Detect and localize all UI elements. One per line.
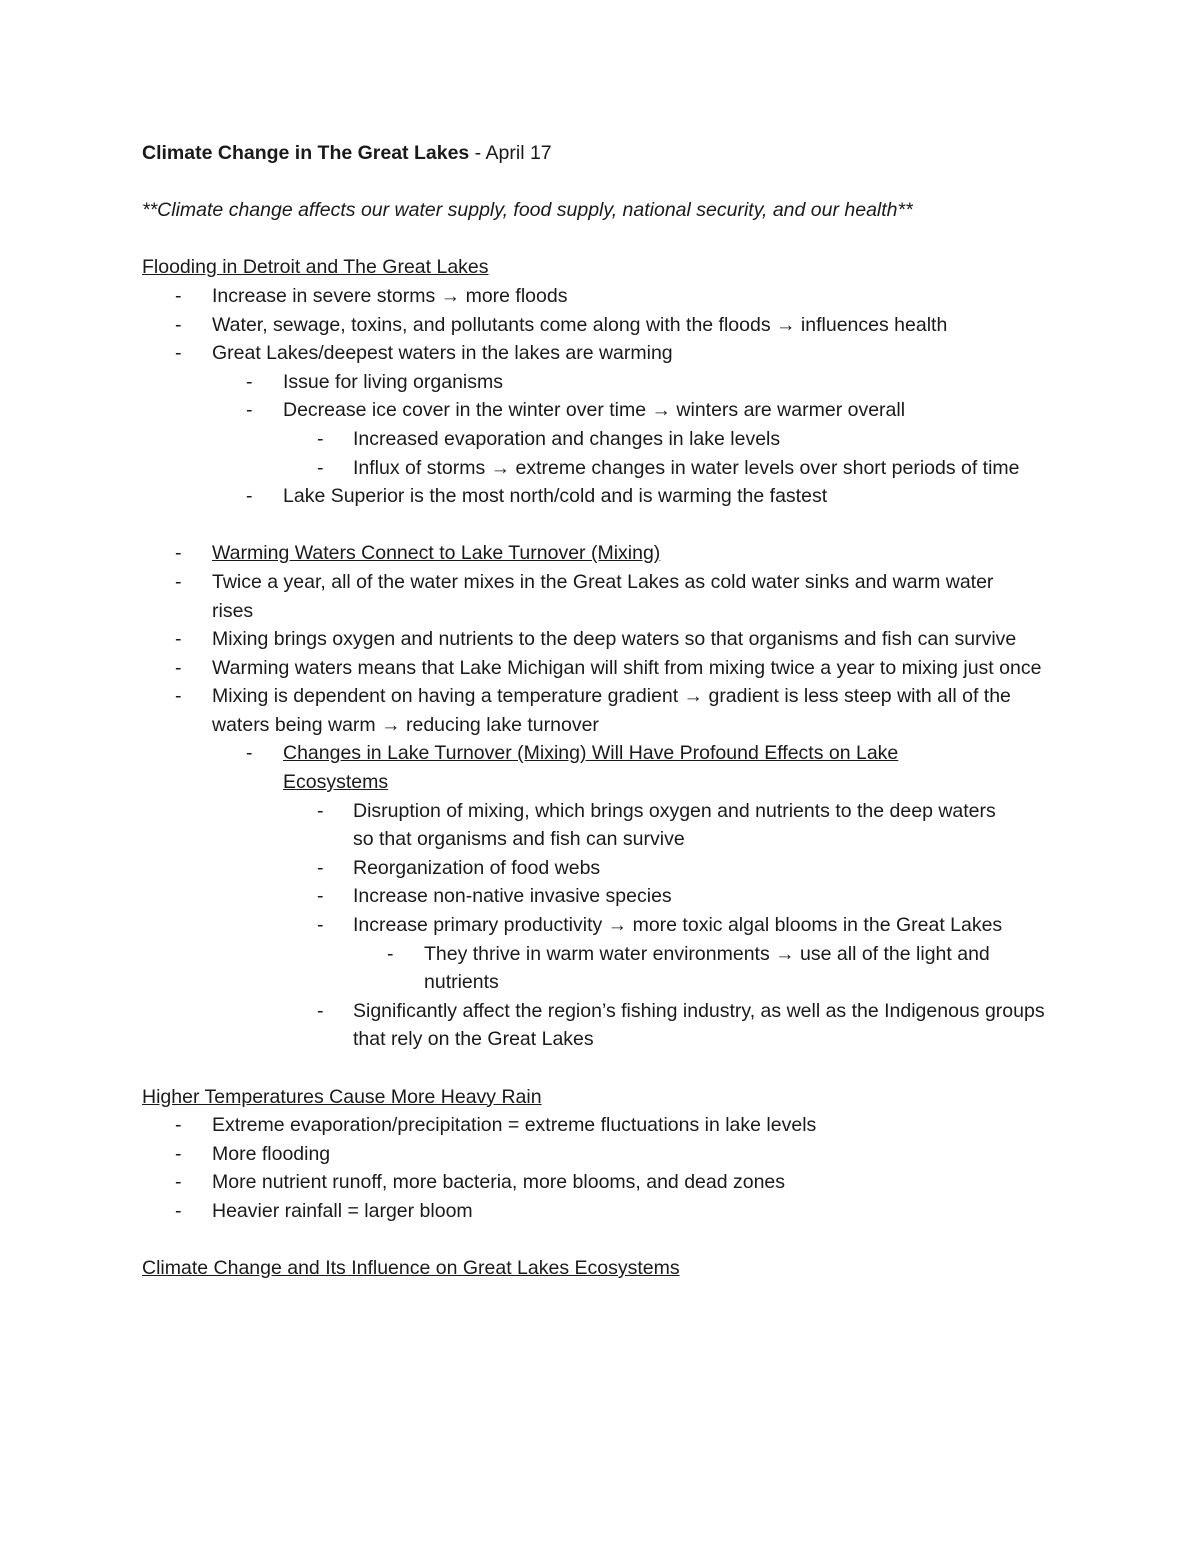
section-heading-flooding: Flooding in Detroit and The Great Lakes: [142, 256, 489, 279]
bullet-dash: -: [175, 656, 182, 679]
document-page: [142, 139, 1072, 1283]
list-item: - Issue for living organisms: [142, 368, 1072, 397]
bullet-dash: -: [175, 313, 182, 336]
list-item: - Great Lakes/deepest waters in the lakes are warming: [142, 339, 1072, 368]
list-item: - They thrive in warm water environments → use all of the light and nutrients: [142, 940, 1057, 997]
bullet-dash: -: [175, 685, 182, 708]
bullet-dash: -: [246, 742, 253, 765]
bullet-dash: -: [175, 1142, 182, 1165]
list-item: - Lake Superior is the most north/cold and is warming the fastest: [142, 482, 1072, 511]
bullet-dash: -: [175, 1114, 182, 1137]
bullet-dash: -: [317, 799, 324, 822]
list-item: - Increase in severe storms → more floods: [142, 282, 1072, 311]
list-item: - More flooding: [142, 1140, 1072, 1169]
spacer: [142, 1054, 1072, 1083]
list-item: - Significantly affect the region’s fishing industry, as well as the Indigenous groups that rely on the Great Lakes: [142, 997, 1057, 1054]
intro-note: **Climate change affects our water supply, food supply, national security, and our health**: [142, 199, 913, 222]
bullet-dash: -: [317, 914, 324, 937]
list-item: - Mixing brings oxygen and nutrients to the deep waters so that organisms and fish can survive: [142, 625, 1032, 654]
bullet-dash: -: [387, 942, 394, 965]
bullet-dash: -: [317, 999, 324, 1022]
subheading-profound-effects: Changes in Lake Turnover (Mixing) Will Have Profound Effects on Lake Ecosystems: [283, 742, 899, 794]
bullet-dash: -: [317, 885, 324, 908]
list-item: - Mixing is dependent on having a temperature gradient → gradient is less steep with all of the waters being warm → reducing lake turnover: [142, 682, 1067, 739]
spacer: [142, 168, 1072, 197]
list-item: - Warming waters means that Lake Michigan will shift from mixing twice a year to mixing just once: [142, 654, 1042, 683]
list-item: - Increase non-native invasive species: [142, 882, 1072, 911]
bullet-dash: -: [175, 570, 182, 593]
bullet-dash: -: [317, 427, 324, 450]
list-item: - Increase primary productivity → more toxic algal blooms in the Great Lakes: [142, 911, 1022, 940]
list-item: - Increased evaporation and changes in lake levels: [142, 425, 1072, 454]
list-item: - Twice a year, all of the water mixes in the Great Lakes as cold water sinks and warm water rises: [142, 568, 1022, 625]
list-item: - Reorganization of food webs: [142, 854, 1072, 883]
bullet-dash: -: [175, 628, 182, 651]
list-item: [142, 739, 972, 796]
title-bold-text: Climate Change in The Great Lakes: [142, 142, 470, 164]
bullet-dash: -: [317, 456, 324, 479]
list-item: - Water, sewage, toxins, and pollutants come along with the floods → influences health: [142, 311, 1072, 340]
spacer: [142, 1226, 1072, 1255]
bullet-dash: -: [246, 370, 253, 393]
bullet-dash: -: [175, 1199, 182, 1222]
spacer: [142, 225, 1072, 254]
section-heading-heavy-rain: Higher Temperatures Cause More Heavy Rain: [142, 1085, 542, 1108]
list-item: - More nutrient runoff, more bacteria, more blooms, and dead zones: [142, 1168, 1072, 1197]
list-item: - Disruption of mixing, which brings oxygen and nutrients to the deep waters so that organisms and fish can survive: [142, 797, 1002, 854]
document-title: [142, 139, 1072, 168]
bullet-dash: -: [246, 485, 253, 508]
list-item: - Influx of storms → extreme changes in water levels over short periods of time: [142, 454, 1047, 483]
title-date-text: - April 17: [469, 142, 552, 164]
section-heading-ecosystems: Climate Change and Its Influence on Great Lakes Ecosystems: [142, 1257, 680, 1280]
bullet-dash: -: [175, 1171, 182, 1194]
subheading-lake-turnover: Warming Waters Connect to Lake Turnover (Mixing): [212, 542, 661, 565]
bullet-dash: -: [246, 399, 253, 422]
list-item: - Heavier rainfall = larger bloom: [142, 1197, 1072, 1226]
bullet-dash: -: [175, 342, 182, 365]
bullet-dash: -: [175, 542, 182, 565]
list-item: - Extreme evaporation/precipitation = extreme fluctuations in lake levels: [142, 1111, 1072, 1140]
list-item: [142, 539, 1072, 568]
bullet-dash: -: [175, 284, 182, 307]
spacer: [142, 511, 1072, 540]
list-item: - Decrease ice cover in the winter over time → winters are warmer overall: [142, 396, 1072, 425]
bullet-dash: -: [317, 856, 324, 879]
